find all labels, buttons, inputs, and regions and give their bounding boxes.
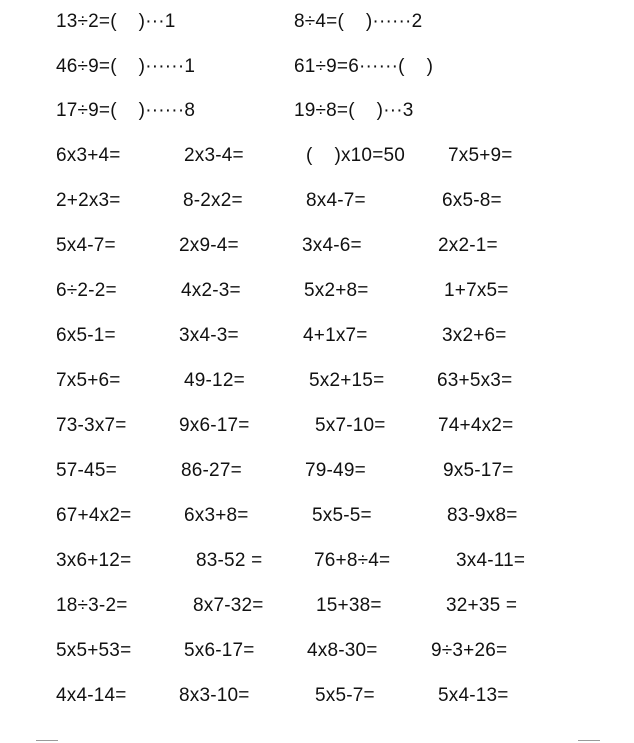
math-problem: 4+1x7= (303, 325, 368, 346)
worksheet-row (0, 366, 634, 396)
worksheet-row (0, 96, 634, 126)
math-problem: 3x4-11= (456, 550, 526, 571)
math-problem: 5x5+53= (56, 640, 132, 661)
math-problem: 57-45= (56, 460, 117, 481)
worksheet-row (0, 141, 634, 171)
math-problem: 6x5-8= (442, 190, 502, 211)
math-problem: 5x5-7= (315, 685, 375, 706)
math-problem: 7x5+9= (448, 145, 513, 166)
math-problem: 5x4-7= (56, 235, 116, 256)
math-problem: 5x6-17= (184, 640, 255, 661)
math-problem: 73-3x7= (56, 415, 127, 436)
math-problem: 79-49= (305, 460, 366, 481)
math-problem: 4x2-3= (181, 280, 241, 301)
math-problem: 63+5x3= (437, 370, 513, 391)
math-problem: 3x4-6= (302, 235, 362, 256)
math-problem: 74+4x2= (438, 415, 514, 436)
math-problem: 2+2x3= (56, 190, 121, 211)
math-problem: 4x8-30= (307, 640, 378, 661)
math-problem: 2x9-4= (179, 235, 239, 256)
worksheet-row (0, 231, 634, 261)
math-problem: 61÷9=6······( ) (294, 56, 434, 77)
math-problem: 18÷3-2= (56, 595, 128, 616)
worksheet-row (0, 681, 634, 711)
worksheet-row (0, 636, 634, 666)
math-problem: 13÷2=( )···1 (56, 11, 176, 32)
math-problem: 46÷9=( )······1 (56, 56, 196, 77)
math-problem: 8÷4=( )······2 (294, 11, 423, 32)
math-problem: 5x2+8= (304, 280, 369, 301)
math-problem: 15+38= (316, 595, 382, 616)
worksheet-row (0, 591, 634, 621)
math-problem: 8-2x2= (183, 190, 243, 211)
math-problem: 17÷9=( )······8 (56, 100, 196, 121)
math-problem: 2x2-1= (438, 235, 498, 256)
worksheet-row (0, 52, 634, 82)
math-problem: 83-9x8= (447, 505, 518, 526)
math-problem: 5x7-10= (315, 415, 386, 436)
math-problem: 67+4x2= (56, 505, 132, 526)
math-problem: 5x2+15= (309, 370, 385, 391)
worksheet-row (0, 501, 634, 531)
worksheet-row (0, 7, 634, 37)
worksheet-row (0, 276, 634, 306)
math-problem: 3x6+12= (56, 550, 132, 571)
math-problem: 6÷2-2= (56, 280, 117, 301)
math-problem: 5x4-13= (438, 685, 509, 706)
page-corner-mark-right (578, 740, 600, 741)
math-problem: 8x4-7= (306, 190, 366, 211)
math-problem: 4x4-14= (56, 685, 127, 706)
math-problem: 3x4-3= (179, 325, 239, 346)
math-problem: 86-27= (181, 460, 242, 481)
worksheet-row (0, 546, 634, 576)
math-problem: 9÷3+26= (431, 640, 508, 661)
math-problem: 6x3+4= (56, 145, 121, 166)
math-problem: 6x5-1= (56, 325, 116, 346)
math-problem: 7x5+6= (56, 370, 121, 391)
math-problem: 2x3-4= (184, 145, 244, 166)
worksheet-row (0, 321, 634, 351)
math-problem: 9x6-17= (179, 415, 250, 436)
math-problem: 8x7-32= (193, 595, 264, 616)
worksheet-row (0, 186, 634, 216)
math-problem: 9x5-17= (443, 460, 514, 481)
math-problem: 3x2+6= (442, 325, 507, 346)
math-problem: ( )x10=50 (306, 145, 406, 166)
math-problem: 49-12= (184, 370, 245, 391)
math-problem: 5x5-5= (312, 505, 372, 526)
math-problem: 32+35 = (446, 595, 518, 616)
page-corner-mark-left (36, 740, 58, 741)
worksheet-row (0, 456, 634, 486)
math-problem: 19÷8=( )···3 (294, 100, 414, 121)
worksheet-row (0, 411, 634, 441)
math-problem: 76+8÷4= (314, 550, 391, 571)
math-problem: 6x3+8= (184, 505, 249, 526)
math-problem: 1+7x5= (444, 280, 509, 301)
math-problem: 83-52 = (196, 550, 263, 571)
math-problem: 8x3-10= (179, 685, 250, 706)
